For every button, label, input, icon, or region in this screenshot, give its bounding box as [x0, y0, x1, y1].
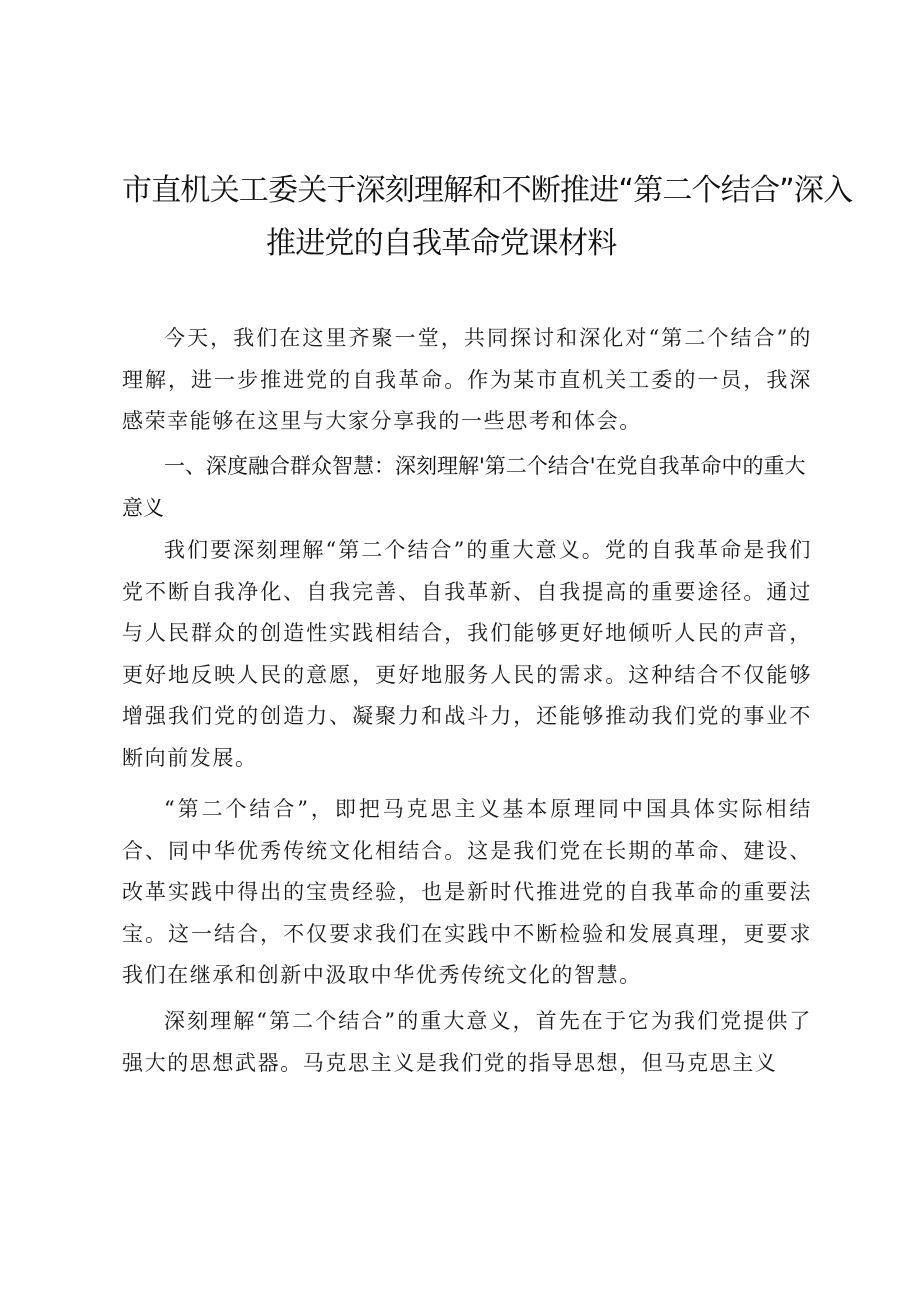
intro-paragraph: 今天，我们在这里齐聚一堂，共同探讨和深化对“第二个结合”的理解，进一步推进党的自我革命。作为某市直机关工委的一员，我深感荣幸能够在这里与大家分享我的一些思考和体会。: [122, 326, 812, 433]
body-paragraph-1: 我们要深刻理解“第二个结合”的重大意义。党的自我革命是我们党不断自我净化、自我完善、自我革新、自我提高的重要途径。通过与人民群众的创造性实践相结合，我们能够更好地倾听人民的声音，更好地反映人民的意愿，更好地服务人民的需求。这种结合不仅能够增强我们党的创造力、凝聚力和战斗力，还能够推动我们党的事业不断向前发展。: [122, 538, 812, 770]
section-1-heading: 一、深度融合群众智慧：深刻理解'第二个结合'在党自我革命中的重大意义: [122, 454, 806, 520]
document-title-line-1: 市直机关工委关于深刻理解和不断推进“第二个结合”深入: [122, 173, 853, 208]
body-paragraph-3: 深刻理解“第二个结合”的重大意义，首先在于它为我们党提供了强大的思想武器。马克思主义是我们党的指导思想，但马克思主义: [122, 1009, 812, 1075]
document-title-line-2: 推进党的自我革命党课材料: [266, 226, 617, 261]
body-paragraph-2: “第二个结合”，即把马克思主义基本原理同中国具体实际相结合、同中华优秀传统文化相结合。这是我们党在长期的革命、建设、改革实践中得出的宝贵经验，也是新时代推进党的自我革命的重要法宝。这一结合，不仅要求我们在实践中不断检验和发展真理，更要求我们在继承和创新中汲取中华优秀传统文化的智慧。: [122, 797, 812, 987]
